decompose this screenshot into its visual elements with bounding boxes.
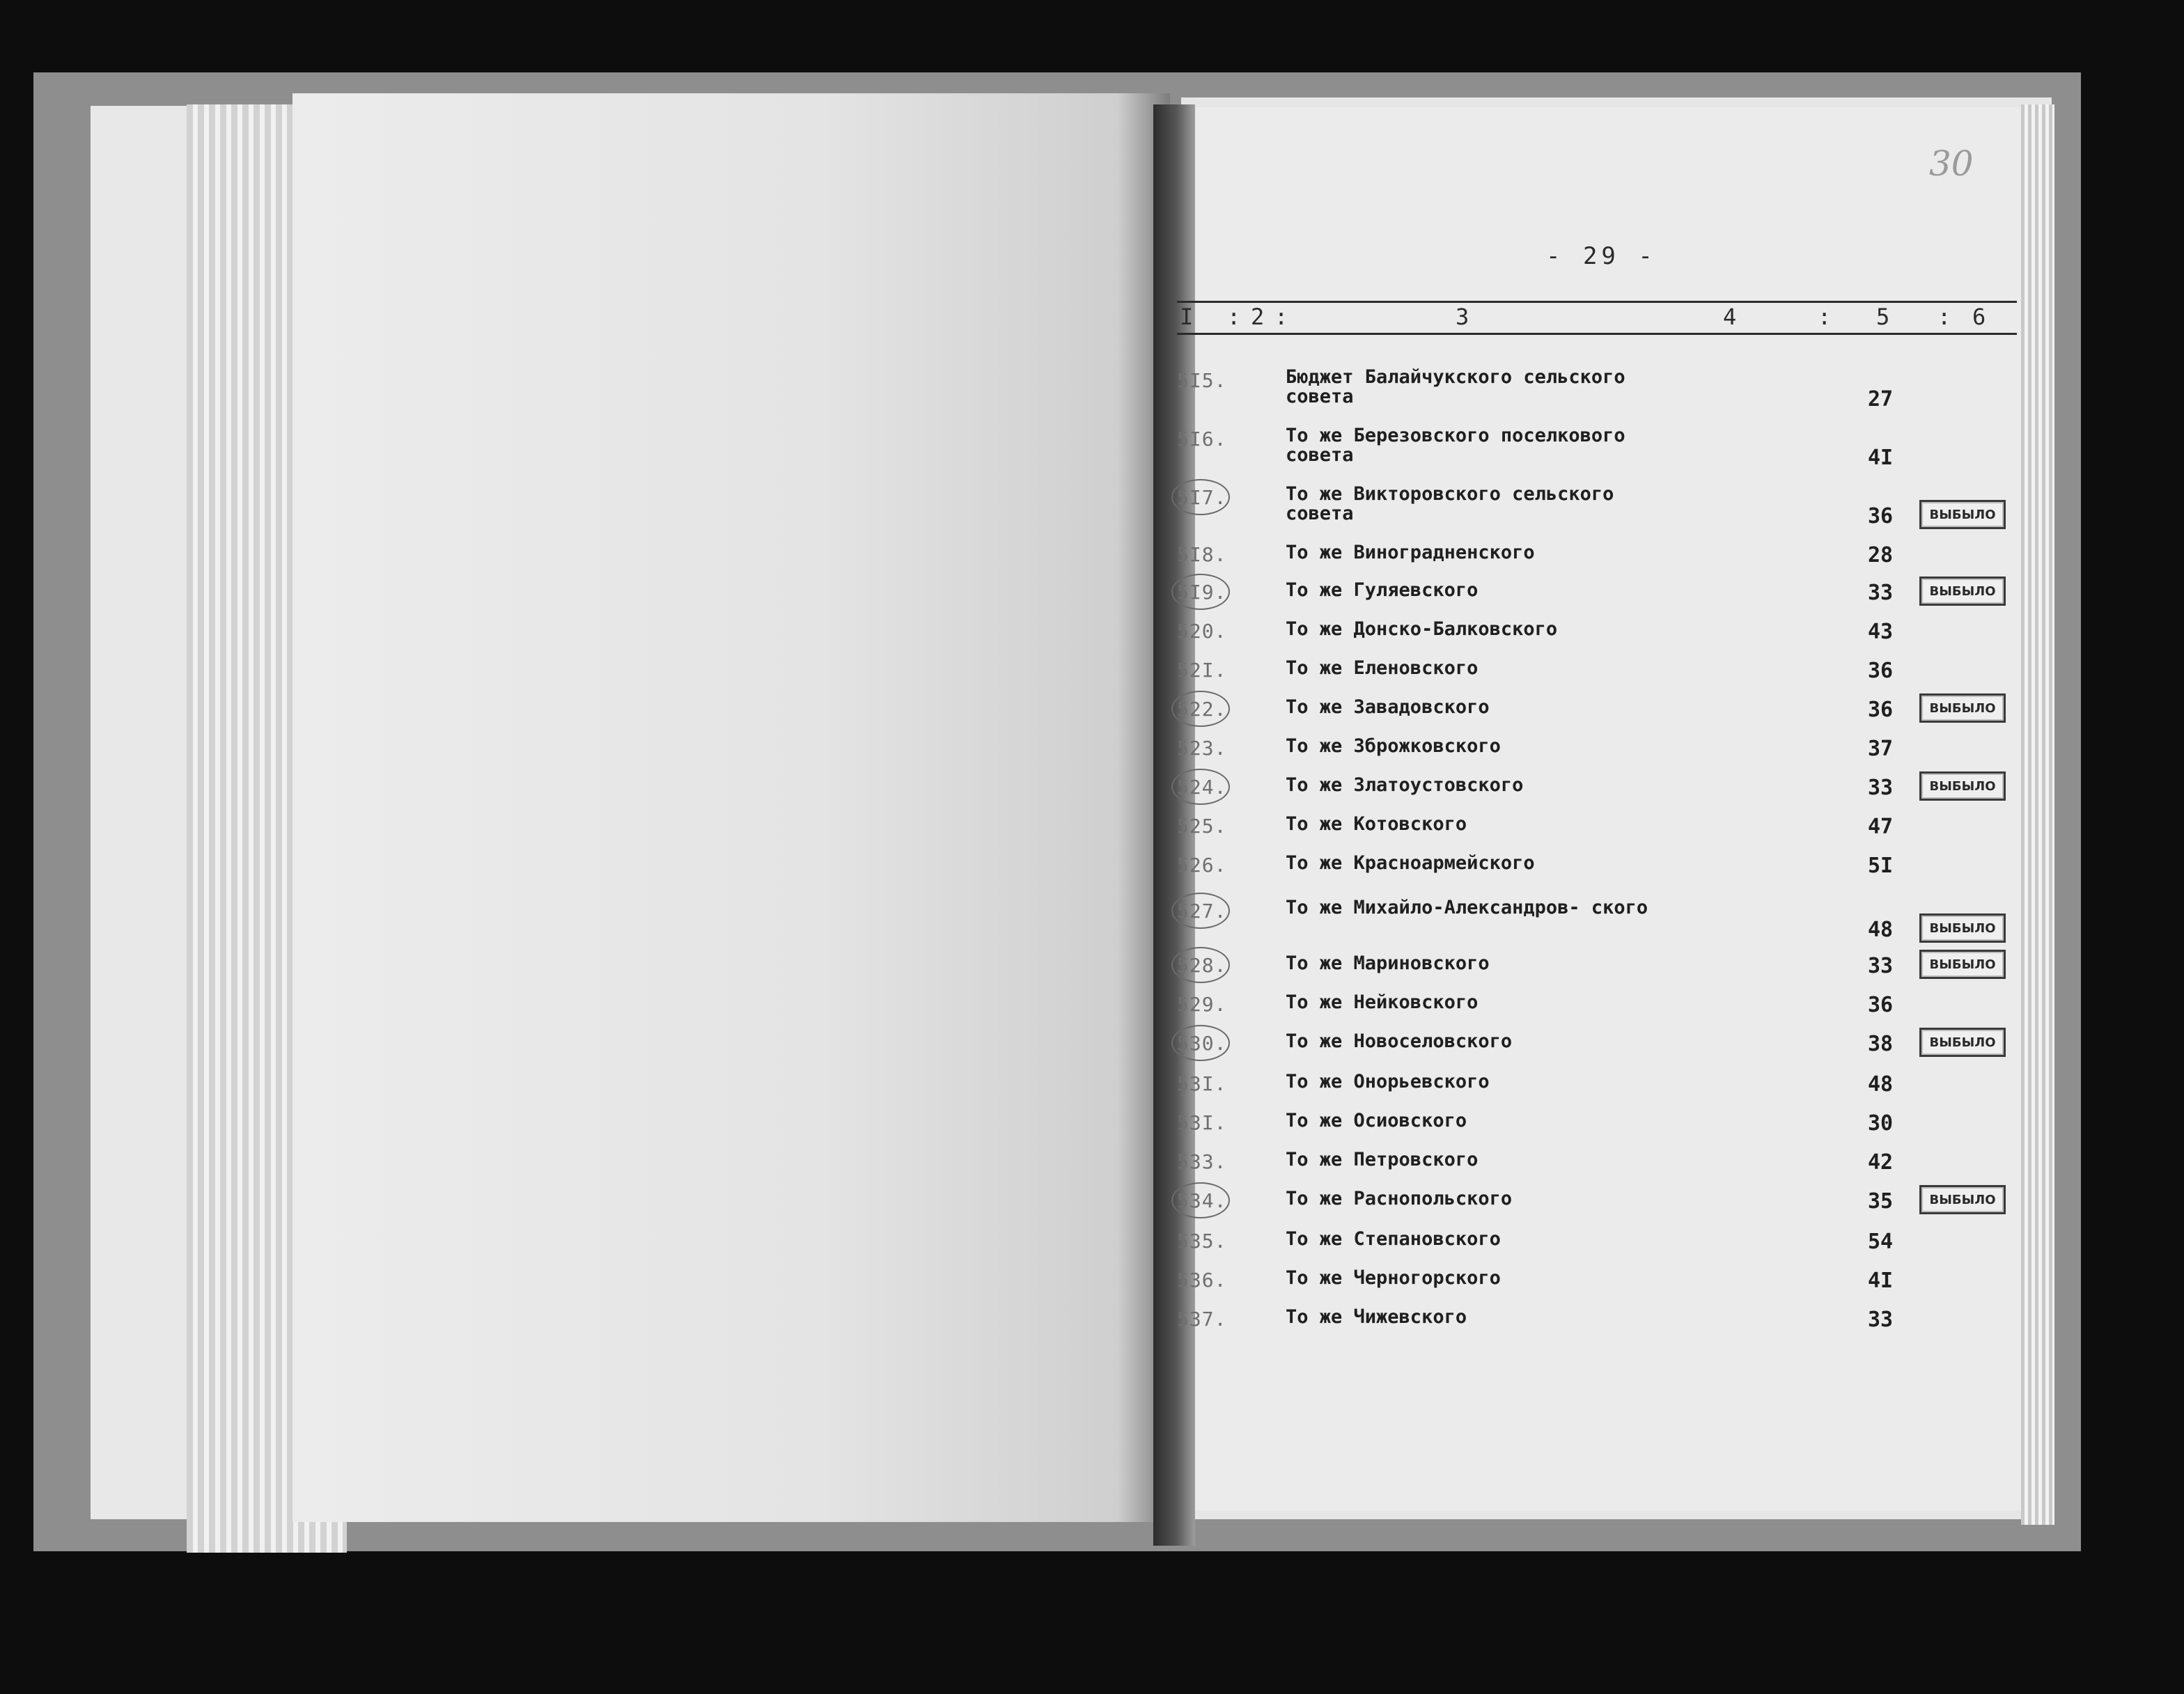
row-number-circle-mark bbox=[1171, 479, 1230, 515]
row-title: То же Степановского bbox=[1286, 1228, 1501, 1250]
row-number: 529. bbox=[1177, 993, 1227, 1016]
row-title: То же Нейковского bbox=[1286, 991, 1479, 1013]
page-number: - 29 - bbox=[1546, 242, 1657, 270]
row-title: То же Гуляевского bbox=[1286, 579, 1479, 601]
row-sheet-count: 36 bbox=[1868, 504, 1894, 528]
row-title: То же Красноармейского bbox=[1286, 852, 1535, 874]
row-sheet-count: 33 bbox=[1868, 581, 1894, 605]
row-number: 524. bbox=[1177, 776, 1227, 799]
withdrawn-stamp: ВЫБЫЛО bbox=[1919, 771, 2006, 801]
withdrawn-stamp: ВЫБЫЛО bbox=[1919, 500, 2006, 529]
row-number: 522. bbox=[1177, 698, 1227, 721]
left-page[interactable] bbox=[292, 93, 1170, 1522]
row-title: То же Михайло-Александров- ского bbox=[1286, 897, 1648, 918]
row-title: То же Онорьевского bbox=[1286, 1071, 1490, 1092]
row-title: То же Завадовского bbox=[1286, 696, 1490, 718]
row-sheet-count: 4I bbox=[1868, 1269, 1894, 1293]
row-sheet-count: 36 bbox=[1868, 698, 1894, 722]
row-title: То же Мариновского bbox=[1286, 952, 1490, 974]
col-head-2: 2 bbox=[1251, 304, 1265, 330]
row-title: То же Чижевского bbox=[1286, 1306, 1467, 1328]
row-sheet-count: 33 bbox=[1868, 1308, 1894, 1332]
right-page[interactable] bbox=[1181, 107, 2021, 1511]
col-head-sep-3: : bbox=[1818, 304, 1832, 330]
table-header-bottom-rule bbox=[1177, 333, 2017, 335]
row-sheet-count: 48 bbox=[1868, 1072, 1894, 1097]
row-sheet-count: 42 bbox=[1868, 1150, 1894, 1175]
row-number: 5I5. bbox=[1177, 369, 1227, 392]
row-number: 5I8. bbox=[1177, 543, 1227, 566]
withdrawn-stamp: ВЫБЫЛО bbox=[1919, 950, 2006, 979]
row-number: 526. bbox=[1177, 854, 1227, 877]
archive-sheet-number: 30 bbox=[1929, 143, 1974, 184]
col-head-sep-4: : bbox=[1937, 304, 1951, 330]
row-title: То же Новоселовского bbox=[1286, 1030, 1513, 1052]
row-title: То же Викторовского сельского совета bbox=[1286, 483, 1614, 524]
col-head-sep-2: : bbox=[1274, 304, 1288, 330]
row-number: 5I9. bbox=[1177, 581, 1227, 604]
row-sheet-count: 36 bbox=[1868, 659, 1894, 683]
row-sheet-count: 54 bbox=[1868, 1230, 1894, 1254]
row-number: 528. bbox=[1177, 954, 1227, 977]
row-title: То же Котовского bbox=[1286, 813, 1467, 835]
table-header-top-rule bbox=[1177, 301, 2017, 303]
row-title: То же Раснопольского bbox=[1286, 1188, 1513, 1209]
row-number: 520. bbox=[1177, 620, 1227, 643]
row-sheet-count: 37 bbox=[1868, 737, 1894, 761]
row-number-circle-mark bbox=[1171, 574, 1230, 610]
row-sheet-count: 35 bbox=[1868, 1189, 1894, 1214]
row-number: 533. bbox=[1177, 1150, 1227, 1173]
withdrawn-stamp: ВЫБЫЛО bbox=[1919, 577, 2006, 606]
row-title: То же Еленовского bbox=[1286, 657, 1479, 679]
row-title: То же Петровского bbox=[1286, 1149, 1479, 1170]
row-number-circle-mark bbox=[1171, 1025, 1230, 1061]
row-sheet-count: 28 bbox=[1868, 543, 1894, 567]
row-number: 536. bbox=[1177, 1269, 1227, 1292]
row-number: 534. bbox=[1177, 1189, 1227, 1212]
row-sheet-count: 36 bbox=[1868, 993, 1894, 1017]
row-title: То же Березовского поселкового совета bbox=[1286, 425, 1625, 466]
row-number-circle-mark bbox=[1171, 947, 1230, 983]
row-number: 527. bbox=[1177, 900, 1227, 923]
row-number: 525. bbox=[1177, 815, 1227, 838]
row-sheet-count: 30 bbox=[1868, 1111, 1894, 1136]
col-head-5: 5 bbox=[1876, 304, 1890, 330]
row-number: 530. bbox=[1177, 1032, 1227, 1055]
col-head-3: 3 bbox=[1456, 304, 1469, 330]
row-number: 5I6. bbox=[1177, 428, 1227, 450]
row-number: 523. bbox=[1177, 737, 1227, 760]
left-page-show-through bbox=[488, 311, 1170, 324]
row-number: 535. bbox=[1177, 1230, 1227, 1253]
row-sheet-count: 33 bbox=[1868, 954, 1894, 978]
row-title: То же Донско-Балковского bbox=[1286, 618, 1558, 640]
col-head-sep-1: : bbox=[1227, 304, 1241, 330]
row-title: То же Осиовского bbox=[1286, 1110, 1467, 1131]
row-sheet-count: 48 bbox=[1868, 918, 1894, 942]
row-sheet-count: 43 bbox=[1868, 620, 1894, 644]
row-sheet-count: 27 bbox=[1868, 387, 1894, 411]
row-number: 5I7. bbox=[1177, 486, 1227, 509]
row-number-circle-mark bbox=[1171, 691, 1230, 727]
col-head-1: I bbox=[1180, 304, 1194, 330]
row-number-circle-mark bbox=[1171, 893, 1230, 929]
row-title: То же Черногорского bbox=[1286, 1267, 1501, 1289]
col-head-4: 4 bbox=[1723, 304, 1737, 330]
row-title: То же Зброжковского bbox=[1286, 735, 1501, 757]
row-sheet-count: 38 bbox=[1868, 1032, 1894, 1056]
row-sheet-count: 47 bbox=[1868, 815, 1894, 839]
row-number: 53I. bbox=[1177, 1072, 1227, 1095]
withdrawn-stamp: ВЫБЫЛО bbox=[1919, 1028, 2006, 1057]
col-head-6: 6 bbox=[1972, 304, 1986, 330]
row-sheet-count: 4I bbox=[1868, 446, 1894, 470]
row-number: 52I. bbox=[1177, 659, 1227, 682]
row-number-circle-mark bbox=[1171, 1182, 1230, 1218]
row-sheet-count: 33 bbox=[1868, 776, 1894, 800]
row-title: Бюджет Балайчукского сельского совета bbox=[1286, 366, 1625, 407]
withdrawn-stamp: ВЫБЫЛО bbox=[1919, 1185, 2006, 1214]
right-page-edges bbox=[2021, 104, 2054, 1525]
row-title: То же Златоустовского bbox=[1286, 774, 1524, 796]
row-sheet-count: 5I bbox=[1868, 854, 1894, 878]
withdrawn-stamp: ВЫБЫЛО bbox=[1919, 913, 2006, 943]
withdrawn-stamp: ВЫБЫЛО bbox=[1919, 693, 2006, 723]
row-number-circle-mark bbox=[1171, 769, 1230, 805]
row-title: То же Виноградненского bbox=[1286, 542, 1535, 563]
row-number: 53I. bbox=[1177, 1111, 1227, 1134]
row-number: 537. bbox=[1177, 1308, 1227, 1331]
